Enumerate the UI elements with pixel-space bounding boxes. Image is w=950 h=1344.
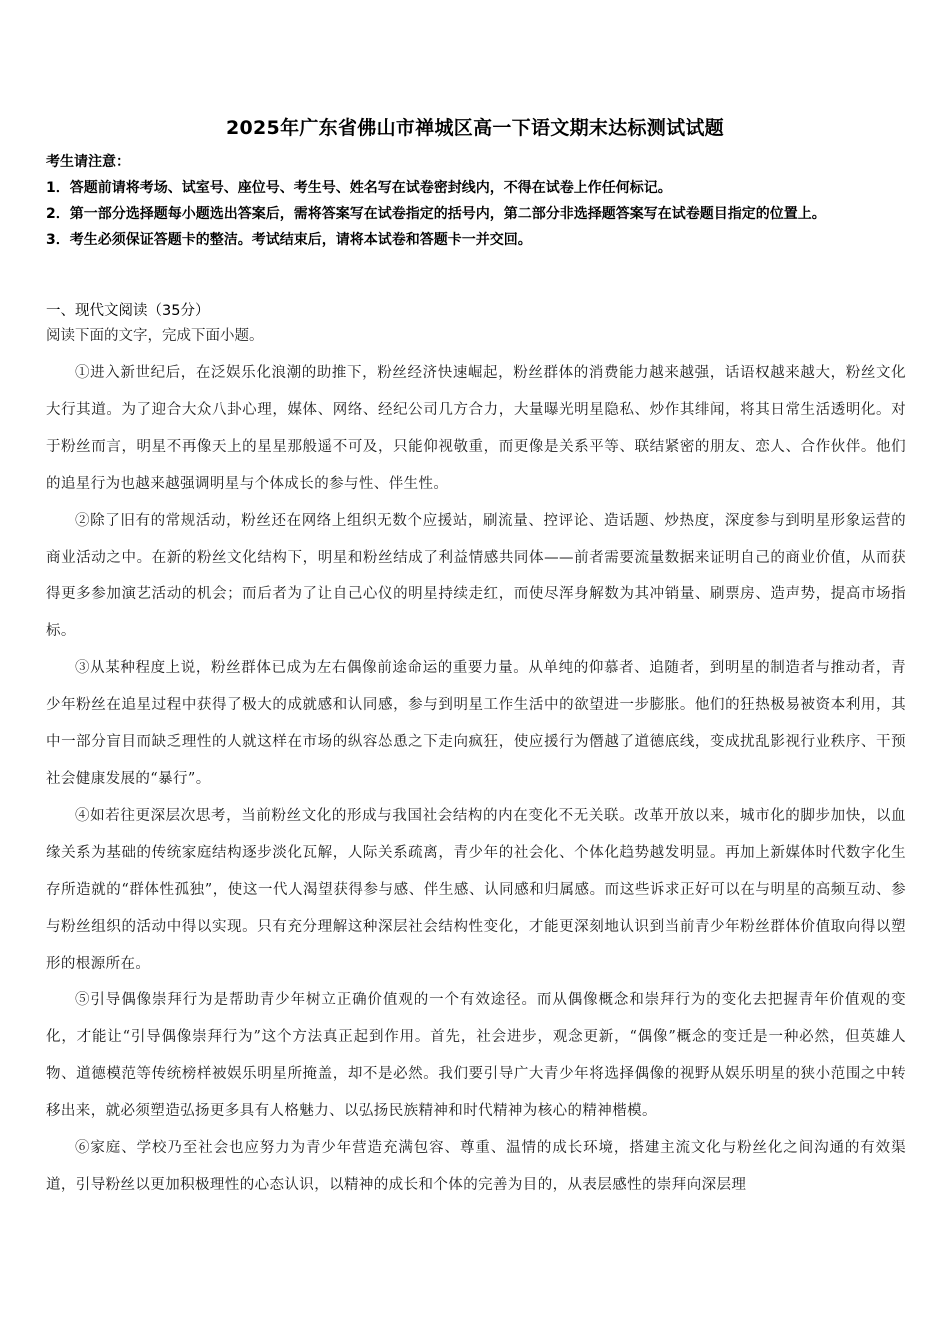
document-title: 2025年广东省佛山市禅城区高一下语文期末达标测试试题: [226, 117, 724, 139]
section-heading: 一、现代文阅读（35分）: [46, 303, 210, 319]
passage-paragraph: ③从某种程度上说，粉丝群体已成为左右偶像前途命运的重要力量。从单纯的仰慕者、追随者，到明星的制造者与推动者，青少年粉丝在追星过程中获得了极大的成就感和认同感，参与到明星工作生活中的欲望进一步膨胀。他们的狂热极易被资本利用，其中一部分盲目而缺乏理性的人就这样在市场的纵容怂恿之下走向疯狂，使应援行为僭越了道德底线，变成扰乱影视行业秩序、干预社会健康发展的“暴行”。: [46, 660, 906, 787]
passage-paragraph: ④如若往更深层次思考，当前粉丝文化的形成与我国社会结构的内在变化不无关联。改革开放以来，城市化的脚步加快，以血缘关系为基础的传统家庭结构逐步淡化瓦解，人际关系疏离，青少年的社会化、个体化趋势越发明显。再加上新媒体时代数字化生存所造就的“群体性孤独”，使这一代人渴望获得参与感、伴生感、认同感和归属感。而这些诉求正好可以在与明星的高频互动、参与粉丝组织的活动中得以实现。只有充分理解这种深层社会结构性变化，才能更深刻地认识到当前青少年粉丝群体价值取向得以塑形的根源所在。: [46, 807, 906, 972]
notice-item: 2．第一部分选择题每小题选出答案后，需将答案写在试卷指定的括号内，第二部分非选择题答案写在试卷题目指定的位置上。: [46, 206, 826, 222]
notice-item: 1．答题前请将考场、试室号、座位号、考生号、姓名写在试卷密封线内，不得在试卷上作任何标记。: [46, 180, 672, 196]
passage-paragraph: ⑥家庭、学校乃至社会也应努力为青少年营造充满包容、尊重、温情的成长环境，搭建主流文化与粉丝化之间沟通的有效渠道，引导粉丝以更加积极理性的心态认识，以精神的成长和个体的完善为目的，从表层感性的崇拜向深层理: [46, 1140, 906, 1193]
reading-passage: [46, 355, 906, 1204]
passage-paragraph: ⑤引导偶像崇拜行为是帮助青少年树立正确价值观的一个有效途径。而从偶像概念和崇拜行为的变化去把握青年价值观的变化，才能让“引导偶像崇拜行为”这个方法真正起到作用。首先，社会进步，观念更新，“偶像”概念的变迁是一种必然，但英雄人物、道德模范等传统榜样被娱乐明星所掩盖，却不是必然。我们要引导广大青少年将选择偶像的视野从娱乐明星的狭小范围之中转移出来，就必须塑造弘扬更多具有人格魅力、以弘扬民族精神和时代精神为核心的精神楷模。: [46, 992, 906, 1120]
passage-paragraph: ①进入新世纪后，在泛娱乐化浪潮的助推下，粉丝经济快速崛起，粉丝群体的消费能力越来越强，话语权越来越大，粉丝文化大行其道。为了迎合大众八卦心理，媒体、网络、经纪公司几方合力，大量曝光明星隐私、炒作其绯闻，将其日常生活透明化。对于粉丝而言，明星不再像天上的星星那般遥不可及，只能仰视敬重，而更像是关系平等、联结紧密的朋友、恋人、合作伙伴。他们的追星行为也越来越强调明星与个体成长的参与性、伴生性。: [46, 365, 906, 492]
notice-block: [46, 149, 906, 253]
passage-paragraph: ②除了旧有的常规活动，粉丝还在网络上组织无数个应援站，刷流量、控评论、造话题、炒热度，深度参与到明星形象运营的商业活动之中。在新的粉丝文化结构下，明星和粉丝结成了利益情感共同体——前者需要流量数据来证明自己的商业价值，从而获得更多参加演艺活动的机会；而后者为了让自己心仪的明星持续走红，而使尽浑身解数为其冲销量、刷票房、造声势，提高市场指标。: [46, 512, 906, 640]
section-instruction: 阅读下面的文字，完成下面小题。: [46, 328, 264, 344]
notice-heading: 考生请注意：: [46, 154, 130, 170]
notice-item: 3．考生必须保证答题卡的整洁。考试结束后，请将本试卷和答题卡一并交回。: [46, 232, 532, 248]
